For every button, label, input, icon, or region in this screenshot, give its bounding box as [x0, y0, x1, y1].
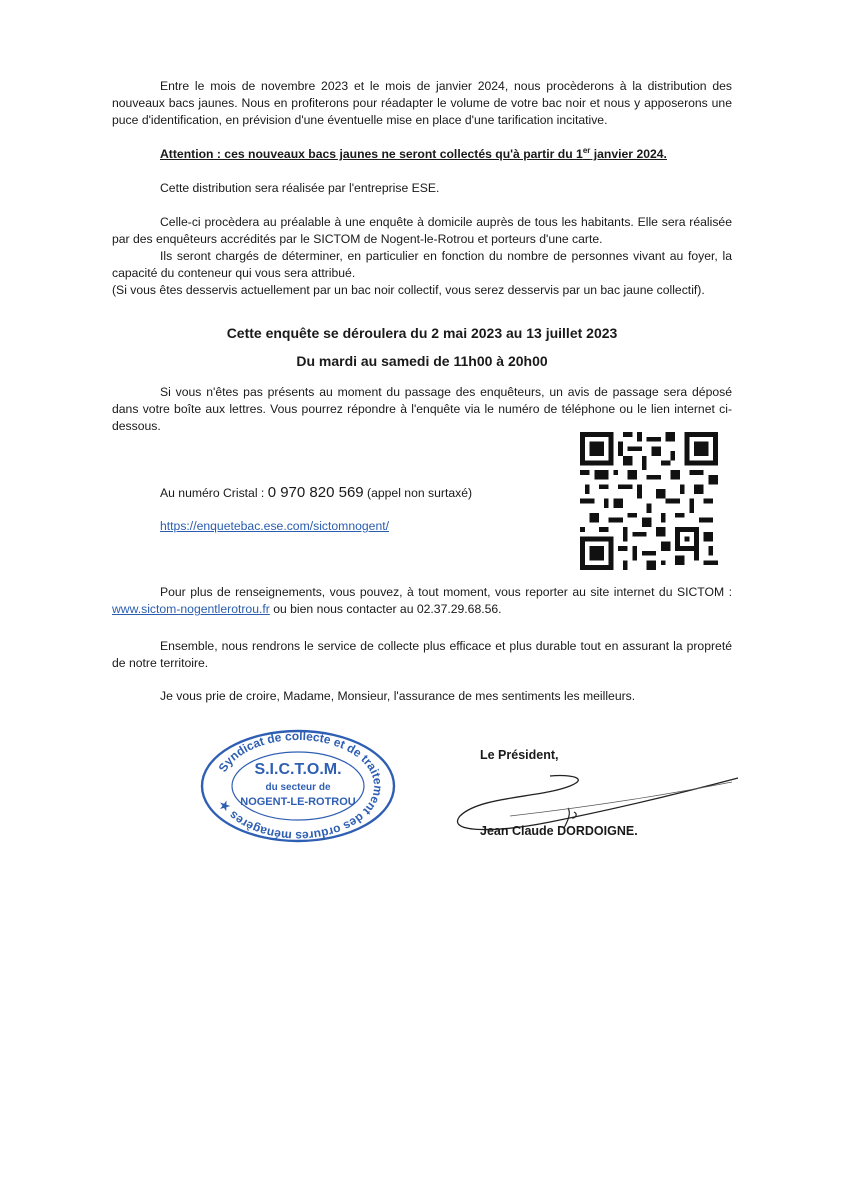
stamp-location: NOGENT-LE-ROTROU — [240, 796, 356, 808]
attention-notice — [112, 146, 732, 163]
paragraph-absence: Si vous n'êtes pas présents au moment du passage des enquêteurs, un avis de passage sera déposé dans votre boîte aux lettres. Vous pourrez répondre à l'enquête via le numéro de téléphone ou le lien internet ci-dessous. — [112, 385, 732, 433]
survey-link[interactable]: https://enquetebac.ese.com/sictomnogent/ — [160, 519, 389, 533]
paragraph-capacity: Ils seront chargés de déterminer, en particulier en fonction du nombre de personnes vivant au foyer, la capacité du conteneur qui vous sera attribué. — [112, 249, 732, 280]
paragraph-info: Pour plus de renseignements, vous pouvez, à tout moment, vous reporter au site internet du SICTOM : www.sictom-nogentlerotrou.fr ou bien nous contacter au 02.37.29.68.56. — [112, 585, 732, 616]
site-link[interactable]: www.sictom-nogentlerotrou.fr — [112, 602, 270, 616]
paragraph-closing: Je vous prie de croire, Madame, Monsieur, l'assurance de mes sentiments les meilleurs. — [160, 689, 636, 703]
attention-text: Attention : ces nouveaux bacs jaunes ne seront collectés qu'à partir du 1er janvier 2024. — [160, 145, 667, 161]
signature-block — [440, 742, 740, 852]
stamp-title: S.I.C.T.O.M. — [254, 761, 342, 778]
paragraph-together: Ensemble, nous rendrons le service de collecte plus efficace et plus durable tout en assurant la propreté de notre territoire. — [112, 639, 732, 670]
stamp-ring-text: Syndicat de collecte et de traitement des ordures ménagères ★ — [215, 728, 386, 844]
paragraph-distribution: Entre le mois de novembre 2023 et le mois de janvier 2024, nous procèderons à la distribution des nouveaux bacs jaunes. Nous en profiterons pour réadapter le volume de votre bac noir et nous y apposerons une puce d'identification, en prévision d'une éventuelle mise en place d'une tarification incitative. — [112, 79, 732, 127]
headline-dates: Cette enquête se déroulera du 2 mai 2023 au 13 juillet 2023 — [226, 325, 618, 341]
paragraph-collective: (Si vous êtes desservis actuellement par un bac noir collectif, vous serez desservis par un bac jaune collectif). — [112, 283, 705, 297]
sictom-stamp — [198, 728, 398, 844]
qr-code-icon — [580, 432, 718, 570]
paragraph-company: Cette distribution sera réalisée par l'entreprise ESE. — [160, 181, 440, 195]
phone-note: (appel non surtaxé) — [363, 486, 473, 500]
stamp-subtitle: du secteur de — [265, 782, 331, 793]
paragraph-survey: Celle-ci procèdera au préalable à une enquête à domicile auprès de tous les habitants. Elle sera réalisée par des enquêteurs accrédités par le SICTOM de Nogent-le-Rotrou et porteurs d'une carte. — [112, 215, 732, 246]
phone-number[interactable]: 0 970 820 569 — [267, 484, 364, 501]
signature-title: Le Président, — [480, 748, 559, 762]
phone-label: Au numéro Cristal : — [160, 486, 268, 500]
signature-name: Jean Claude DORDOIGNE. — [480, 824, 638, 838]
headline-hours: Du mardi au samedi de 11h00 à 20h00 — [296, 353, 548, 369]
